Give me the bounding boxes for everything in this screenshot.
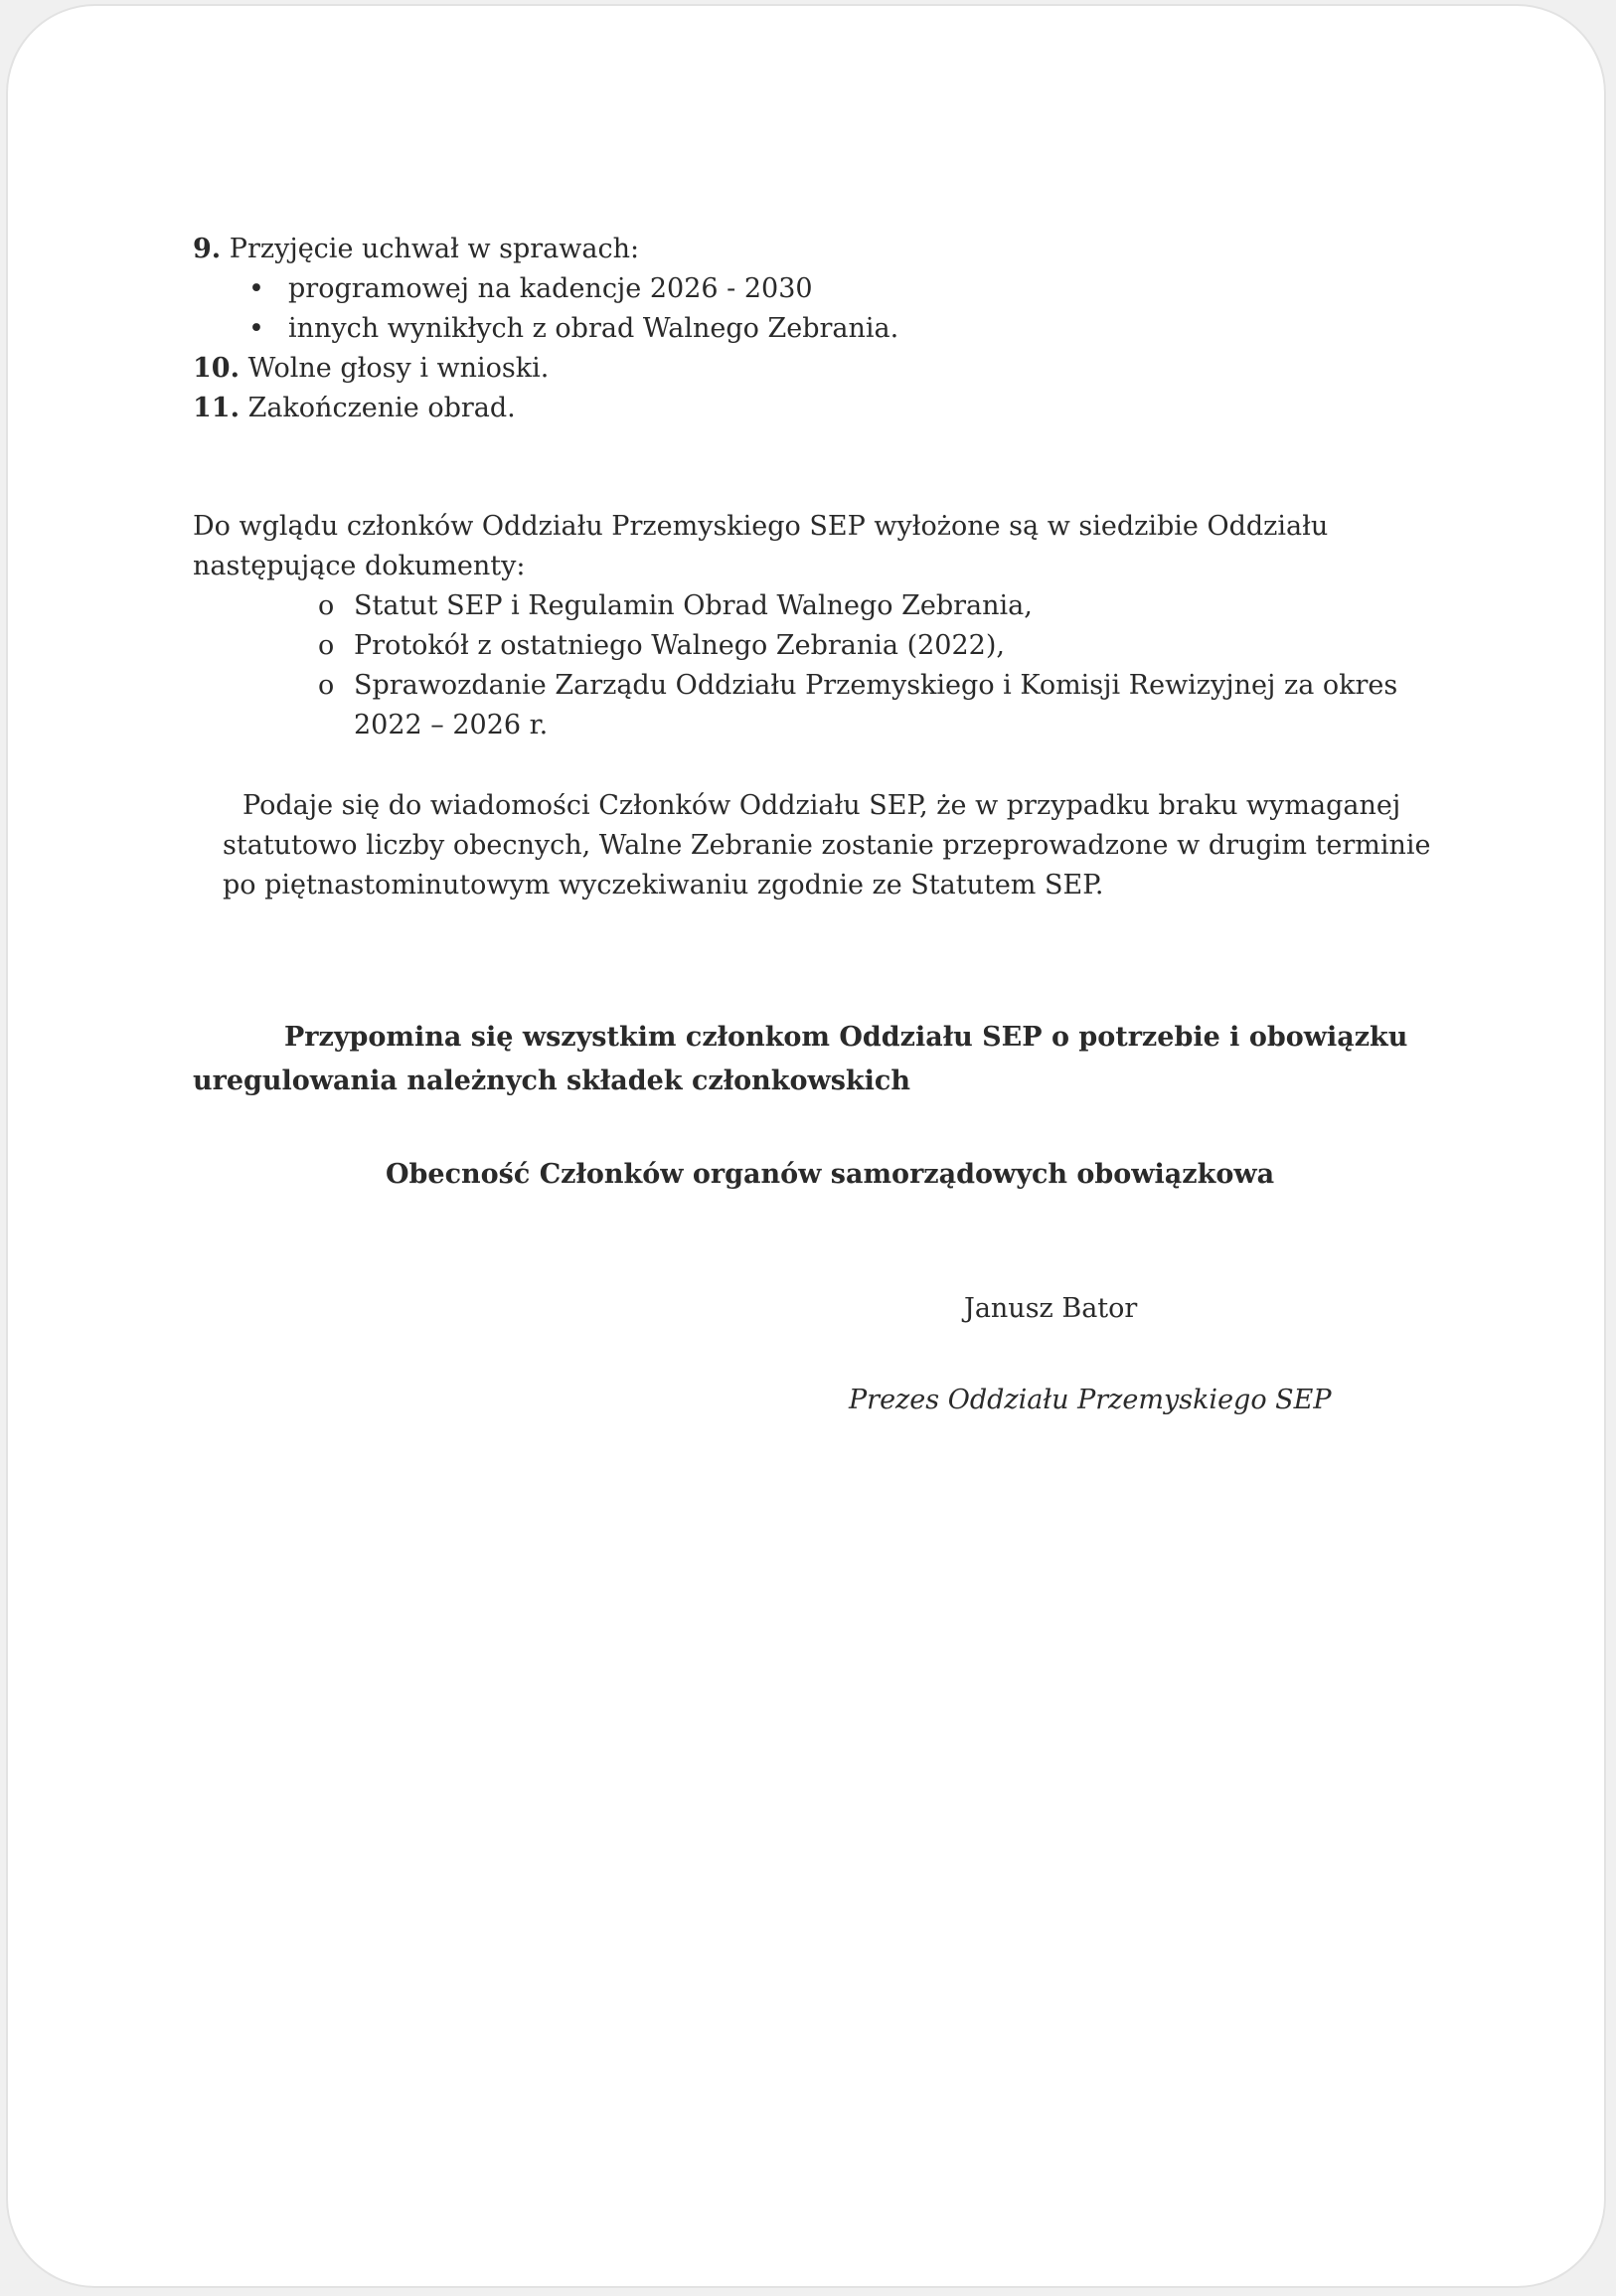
agenda-item-text: Zakończenie obrad. [247,393,516,423]
notice-line: Podaje się do wiadomości Członków Oddziału SEP, że w przypadku braku wymaganej [242,790,1401,821]
signatory-name: Janusz Bator [964,1293,1138,1324]
documents-intro-line: następujące dokumenty: [193,551,526,581]
notice-line: po piętnastominutowym wyczekiwaniu zgodnie ze Statutem SEP. [223,870,1104,901]
agenda-item-11 [193,391,516,426]
document-list-item: Statut SEP i Regulamin Obrad Walnego Zebrania, [354,590,1033,621]
agenda-item-text: Przyjęcie uchwał w sprawach: [229,234,640,264]
agenda-item-10 [193,351,549,387]
reminder-line: Przypomina się wszystkim członkom Oddziału SEP o potrzebie i obowiązku [284,1022,1408,1053]
bullet-icon: • [248,273,264,304]
agenda-bullet-item: innych wynikłych z obrad Walnego Zebrania. [288,313,899,344]
list-marker-icon: o [318,590,335,621]
list-marker-icon: o [318,630,335,661]
document-list-item: Protokół z ostatniego Walnego Zebrania (2022), [354,630,1005,661]
bullet-icon: • [248,313,264,344]
agenda-item-number: 9. [193,234,222,264]
signatory-title: Prezes Oddziału Przemyskiego SEP [849,1385,1332,1415]
agenda-item-number: 10. [193,353,240,384]
attendance-notice: Obecność Członków organów samorządowych obowiązkowa [386,1159,1275,1190]
document-page [6,4,1606,2288]
notice-line: statutowo liczby obecnych, Walne Zebranie zostanie przeprowadzone w drugim terminie [223,830,1431,861]
list-marker-icon: o [318,670,335,701]
reminder-line: uregulowania należnych składek członkowskich [193,1066,910,1096]
document-list-item: Sprawozdanie Zarządu Oddziału Przemyskiego i Komisji Rewizyjnej za okres [354,670,1398,701]
document-list-item-continuation: 2022 – 2026 r. [354,710,549,740]
documents-intro-line: Do wglądu członków Oddziału Przemyskiego SEP wyłożone są w siedzibie Oddziału [193,511,1329,542]
agenda-item-text: Wolne głosy i wnioski. [247,353,550,384]
agenda-item-9 [193,232,639,267]
agenda-bullet-item: programowej na kadencje 2026 - 2030 [288,273,813,304]
agenda-item-number: 11. [193,393,240,423]
